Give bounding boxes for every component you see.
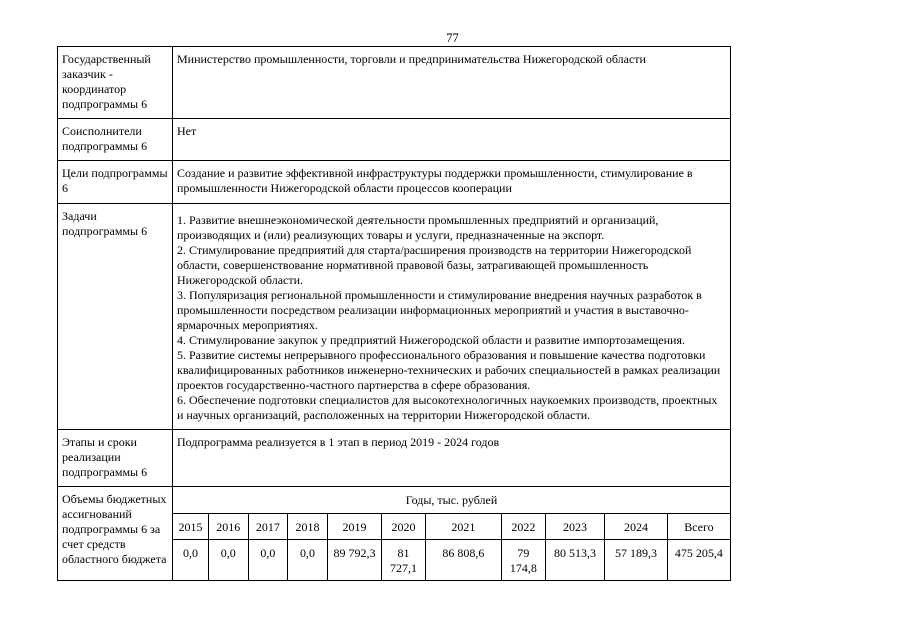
- table-row: [58, 161, 731, 204]
- tasks-cell: [173, 204, 731, 430]
- table-row: [58, 204, 731, 430]
- year-value: 81 727,1: [382, 540, 426, 581]
- year-header: 2015: [173, 514, 208, 540]
- year-value: 79 174,8: [502, 540, 546, 581]
- row-label: Этапы и сроки реализации подпрограммы 6: [58, 430, 173, 487]
- year-header: 2020: [382, 514, 426, 540]
- year-header: 2021: [425, 514, 501, 540]
- year-header: 2017: [248, 514, 288, 540]
- page-number: 77: [446, 31, 459, 45]
- year-value: 89 792,3: [327, 540, 381, 581]
- row-value: Подпрограмма реализуется в 1 этап в период 2019 - 2024 годов: [173, 430, 731, 487]
- table-row: [58, 119, 731, 161]
- row-value: Министерство промышленности, торговли и предпринимательства Нижегородской области: [173, 47, 731, 119]
- table-row: [58, 487, 731, 581]
- year-header: 2024: [605, 514, 668, 540]
- task-item: 1. Развитие внешнеэкономической деятельности промышленных предприятий и организаций, производящих и (или) реализующих товары и услуги, предназначенные на экспорт.: [177, 213, 659, 242]
- row-value: Нет: [173, 119, 731, 161]
- table-row: [58, 47, 731, 119]
- task-item: 4. Стимулирование закупок у предприятий Нижегородской области и развитие импортозамещения.: [177, 333, 685, 347]
- row-label: Цели подпрограммы 6: [58, 161, 173, 204]
- row-value: Создание и развитие эффективной инфраструктуры поддержки промышленности, стимулирование в промышленности Нижегородской области процессов кооперации: [173, 161, 731, 204]
- passport-table: [57, 46, 731, 581]
- budget-cell: [173, 487, 731, 581]
- budget-header: Годы, тыс. рублей: [173, 487, 730, 514]
- year-value: 86 808,6: [425, 540, 501, 581]
- row-label: Государственный заказчик - координатор подпрограммы 6: [58, 47, 173, 119]
- budget-years-table: [173, 514, 730, 580]
- year-value: 0,0: [288, 540, 328, 581]
- task-item: 2. Стимулирование предприятий для старта/расширения производств на территории Нижегородской области, совершенствование нормативной правовой базы, затрагивающей промышленность Нижегородской области.: [177, 243, 692, 287]
- year-value: 57 189,3: [605, 540, 668, 581]
- year-value: 0,0: [182, 546, 198, 560]
- year-value: 80 513,3: [545, 540, 604, 581]
- table-row: [58, 430, 731, 487]
- year-value: 0,0: [208, 540, 248, 581]
- row-label: Задачи подпрограммы 6: [58, 204, 173, 430]
- task-item: 3. Популяризация региональной промышленности и стимулирование внедрения научных разработок в промышленности посредством реализации информационных мероприятий и участия в выставочно-ярмарочных мероприятиях.: [177, 288, 702, 332]
- year-header: 2022: [502, 514, 546, 540]
- year-header: 2019: [327, 514, 381, 540]
- total-value: 475 205,4: [667, 540, 730, 581]
- row-label: Объемы бюджетных ассигнований подпрограммы 6 за счет средств областного бюджета: [58, 487, 173, 581]
- task-item: 6. Обеспечение подготовки специалистов для высокотехнологичных наукоемких производств, проектных и научных организаций, расположенных на территории Нижегородской области.: [177, 393, 718, 422]
- year-header: 2016: [208, 514, 248, 540]
- task-item: 5. Развитие системы непрерывного профессионального образования и повышение качества подготовки квалифицированных работников инженерно-технических и рабочих специальностей в рамках реализации проектов государственно-частного партнерства в сфере образования.: [177, 348, 721, 392]
- year-value: 0,0: [248, 540, 288, 581]
- year-header: 2023: [545, 514, 604, 540]
- row-label: Соисполнители подпрограммы 6: [58, 119, 173, 161]
- year-header: 2018: [288, 514, 328, 540]
- total-header: Всего: [667, 514, 730, 540]
